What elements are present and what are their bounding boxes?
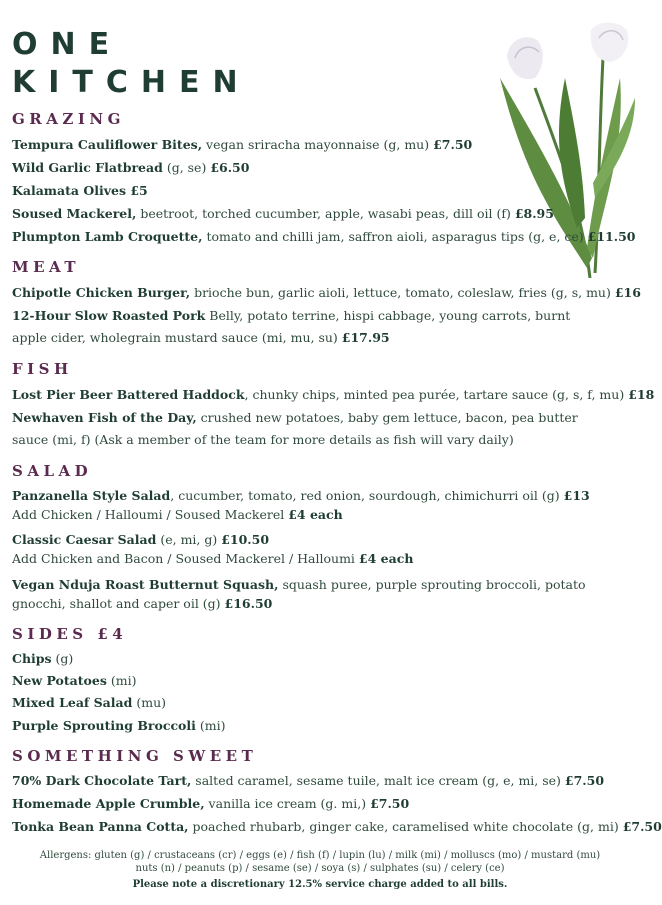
menu-item	[12, 203, 554, 225]
logo-line-one: ONE	[12, 27, 123, 62]
menu-item	[12, 134, 472, 156]
item-desc: tomato and chilli jam, saffron aioli, asparagus tips (g, e, ce)	[202, 229, 588, 244]
item-desc: (mi)	[106, 673, 137, 688]
menu-item	[12, 692, 166, 714]
menu-item	[12, 157, 249, 179]
item-price: £16.50	[224, 596, 273, 611]
menu-item	[12, 816, 662, 838]
item-desc: salted caramel, sesame tuile, malt ice cream (g, e, mi, se)	[191, 773, 565, 788]
item-desc: (mu)	[132, 695, 167, 710]
item-desc: , cucumber, tomato, red onion, sourdough, chimichurri oil (g)	[170, 488, 564, 503]
menu-item	[12, 670, 136, 692]
item-price: £16	[614, 285, 641, 300]
item-name: Soused Mackerel,	[12, 206, 137, 221]
item-name: Plumpton Lamb Croquette,	[12, 229, 203, 244]
item-price: £17.95	[341, 330, 390, 345]
item-desc: brioche bun, garlic aioli, lettuce, tomato, coleslaw, fries (g, s, mu)	[190, 285, 615, 300]
item-desc: crushed new potatoes, baby gem lettuce, bacon, pea butter sauce (mi, f) (Ask a member of the team for more details as fish will vary daily)	[12, 410, 578, 447]
menu-item	[12, 530, 413, 568]
item-desc: , chunky chips, minted pea purée, tartare sauce (g, s, f, mu)	[244, 387, 629, 402]
menu-item	[12, 648, 73, 670]
menu-item	[12, 282, 641, 304]
logo-line-kitchen: KITCHEN	[12, 65, 251, 100]
item-desc: poached rhubarb, ginger cake, caramelised white chocolate (g, mi)	[188, 819, 623, 834]
item-name: Wild Garlic Flatbread	[12, 160, 163, 175]
item-desc: (mi)	[195, 718, 226, 733]
section-title-sides: SIDES £4	[12, 625, 128, 643]
item-price: £8.95	[514, 206, 554, 221]
item-name: Purple Sprouting Broccoli	[12, 718, 196, 733]
item-desc: (g)	[51, 651, 74, 666]
item-price: £7.50	[433, 137, 473, 152]
menu-item	[12, 715, 225, 737]
item-name: Tonka Bean Panna Cotta,	[12, 819, 189, 834]
item-name: Mixed Leaf Salad	[12, 695, 133, 710]
item-name: Lost Pier Beer Battered Haddock	[12, 387, 245, 402]
restaurant-logo	[12, 26, 251, 102]
item-name: Classic Caesar Salad	[12, 532, 157, 547]
menu-item	[12, 226, 636, 248]
item-desc: (g, se)	[162, 160, 211, 175]
item-price: £13	[563, 488, 590, 503]
tulips-illustration	[495, 18, 640, 293]
item-name: Chipotle Chicken Burger,	[12, 285, 191, 300]
menu-item	[12, 793, 409, 815]
item-addon-price: £4 each	[288, 507, 343, 522]
menu-item	[12, 180, 148, 202]
item-addon: Add Chicken / Halloumi / Soused Mackerel	[12, 507, 289, 522]
item-name: Panzanella Style Salad	[12, 488, 171, 503]
section-title-something-sweet: SOMETHING SWEET	[12, 747, 258, 765]
menu-item	[12, 407, 602, 451]
menu-item	[12, 305, 602, 349]
item-name: 12-Hour Slow Roasted Pork	[12, 308, 206, 323]
item-name: Vegan Nduja Roast Butternut Squash,	[12, 577, 279, 592]
item-name: Tempura Cauliflower Bites,	[12, 137, 203, 152]
section-title-salad: SALAD	[12, 462, 93, 480]
item-desc: Belly, potato terrine, hispi cabbage, young carrots, burnt apple cider, wholegrain mustard sauce (mi, mu, su)	[12, 308, 571, 345]
item-desc: vegan sriracha mayonnaise (g, mu)	[202, 137, 434, 152]
menu-item	[12, 486, 590, 524]
item-name: Newhaven Fish of the Day,	[12, 410, 197, 425]
item-price: £18	[628, 387, 655, 402]
item-price: £7.50	[370, 796, 410, 811]
item-name: Chips	[12, 651, 52, 666]
item-price: £7.50	[564, 773, 605, 788]
item-price: £6.50	[210, 160, 250, 175]
item-desc: beetroot, torched cucumber, apple, wasabi peas, dill oil (f)	[136, 206, 515, 221]
section-title-fish: FISH	[12, 360, 73, 378]
item-desc: (e, mi, g)	[156, 532, 222, 547]
menu-item	[12, 384, 654, 406]
allergens-legend-line-2: nuts (n) / peanuts (p) / sesame (se) / soya (s) / sulphates (su) / celery (ce)	[135, 863, 505, 874]
item-price: £11.50	[587, 229, 636, 244]
menu-item	[12, 770, 604, 792]
menu-item	[12, 575, 602, 613]
item-name: Kalamata Olives £5	[12, 183, 148, 198]
item-desc: squash puree, purple sprouting broccoli, potato gnocchi, shallot and caper oil (g)	[12, 577, 586, 611]
section-title-meat: MEAT	[12, 258, 81, 276]
item-name: 70% Dark Chocolate Tart,	[12, 773, 192, 788]
item-price: £7.50	[622, 819, 662, 834]
service-charge-note: Please note a discretionary 12.5% service charge added to all bills.	[132, 879, 508, 890]
item-addon: Add Chicken and Bacon / Soused Mackerel / Halloumi	[12, 551, 359, 566]
section-title-grazing: GRAZING	[12, 110, 125, 128]
item-price: £10.50	[221, 532, 270, 547]
item-addon-price: £4 each	[358, 551, 414, 566]
item-name: New Potatoes	[12, 673, 107, 688]
item-desc: vanilla ice cream (g. mi,)	[204, 796, 371, 811]
item-name: Homemade Apple Crumble,	[12, 796, 205, 811]
allergens-legend-line-1: Allergens: gluten (g) / crustaceans (cr) / eggs (e) / fish (f) / lupin (lu) / milk (mi) / molluscs (mo) / mustard (mu)	[39, 850, 601, 861]
